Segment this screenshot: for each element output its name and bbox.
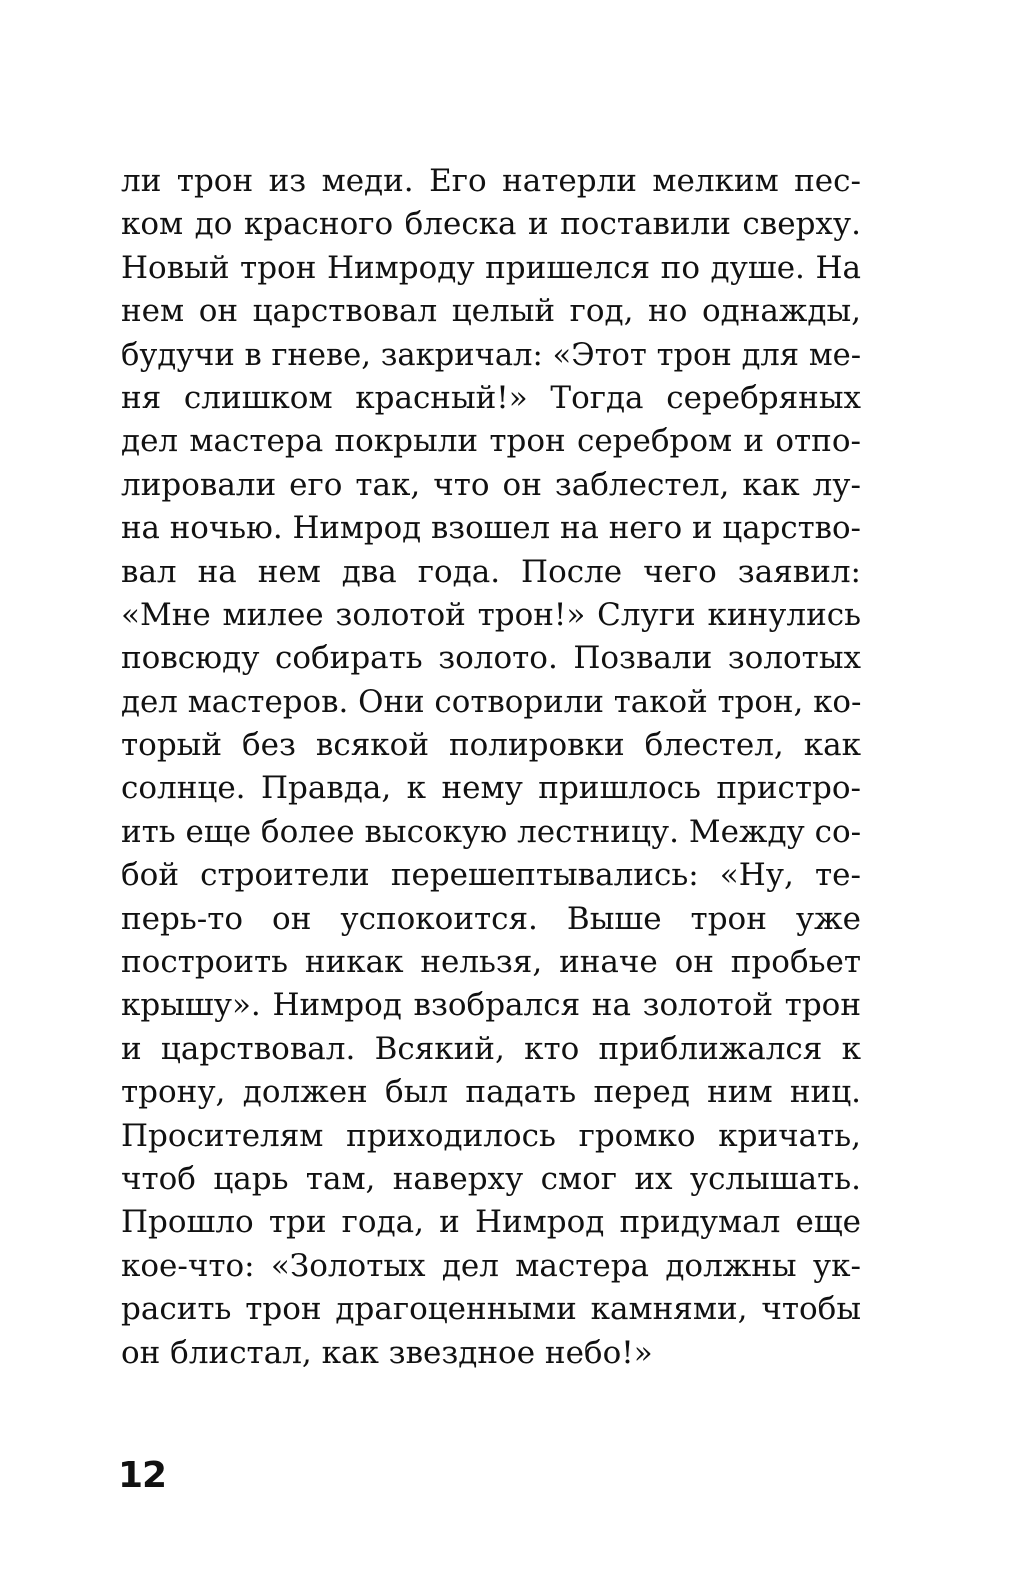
text-line: Прошло три года, и Нимрод придумал еще: [121, 1204, 861, 1241]
text-line: дел мастера покрыли трон серебром и отпо-: [121, 423, 861, 460]
text-line: «Мне милее золотой трон!» Слуги кинулись: [121, 596, 861, 633]
text-line: нем он царствовал целый год, но однажды,: [121, 293, 861, 330]
text-line: бой строители перешептывались: «Ну, те-: [121, 857, 861, 894]
text-line: на ночью. Нимрод взошел на него и царство-: [121, 510, 861, 547]
text-line: расить трон драгоценными камнями, чтобы: [121, 1291, 861, 1328]
text-line: крышу». Нимрод взобрался на золотой трон: [121, 987, 861, 1024]
text-line: лировали его так, что он заблестел, как лу-: [121, 466, 861, 503]
text-line: чтоб царь там, наверху смог их услышать.: [121, 1160, 861, 1197]
text-line: торый без всякой полировки блестел, как: [121, 727, 861, 764]
text-line: трону, должен был падать перед ним ниц.: [121, 1074, 861, 1111]
page-number: 12: [118, 1455, 167, 1496]
text-line: и царствовал. Всякий, кто приближался к: [121, 1030, 861, 1067]
text-line: ком до красного блеска и поставили сверху.: [121, 206, 861, 243]
text-line-last: он блистал, как звездное небо!»: [121, 1334, 653, 1371]
body-text: [121, 160, 861, 1375]
text-line: ить еще более высокую лестницу. Между со-: [121, 813, 862, 850]
text-line: построить никак нельзя, иначе он пробьет: [121, 944, 861, 981]
text-line: вал на нем два года. После чего заявил:: [121, 553, 861, 590]
text-line: перь-то он успокоится. Выше трон уже: [121, 900, 861, 937]
text-line: ня слишком красный!» Тогда серебряных: [121, 379, 861, 416]
text-line: ли трон из меди. Его натерли мелким пес-: [121, 163, 861, 199]
text-line: Новый трон Нимроду пришелся по душе. На: [121, 249, 861, 286]
text-line: дел мастеров. Они сотворили такой трон, ко-: [121, 683, 862, 720]
text-line: повсюду собирать золото. Позвали золотых: [121, 640, 861, 677]
text-line: будучи в гневе, закричал: «Этот трон для ме-: [121, 336, 862, 373]
text-line: кое-что: «Золотых дел мастера должны ук-: [121, 1247, 861, 1284]
text-line: Просителям приходилось громко кричать,: [121, 1117, 861, 1154]
text-line: солнце. Правда, к нему пришлось пристро-: [121, 770, 861, 807]
